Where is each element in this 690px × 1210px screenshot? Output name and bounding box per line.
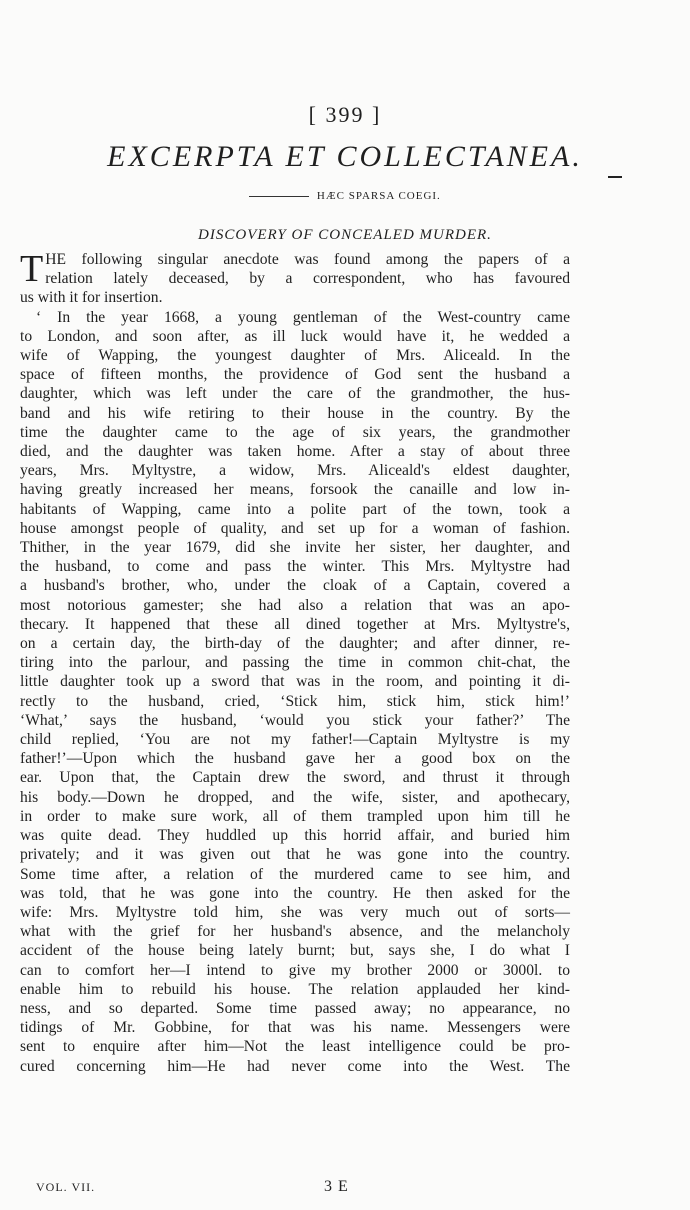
- text-line: band and his wife retiring to their house in the country. By the: [20, 404, 570, 422]
- text-line: tiring into the parlour, and passing the time in common chit-chat, the: [20, 654, 570, 672]
- section-title: DISCOVERY OF CONCEALED MURDER.: [198, 227, 492, 243]
- text-line: was quite dead. They huddled up this horrid affair, and buried him: [20, 827, 570, 845]
- text-line: in order to make sure work, all of them trampled upon him till he: [20, 807, 570, 825]
- text-line: relation lately deceased, by a correspondent, who has favoured: [45, 270, 570, 288]
- text-line: privately; and it was given out that he was gone into the country.: [20, 846, 570, 864]
- text-line: what with the grief for her husband's absence, and the melancholy: [20, 923, 570, 941]
- text-line: a husband's brother, who, under the cloak of a Captain, covered a: [20, 577, 570, 595]
- text-line: habitants of Wapping, came into a polite part of the town, took a: [20, 500, 570, 518]
- text-line: thecary. It happened that these all dined together at Mrs. Myltystre's,: [20, 615, 570, 633]
- text-line: accident of the house being lately burnt; but, says she, I do what I: [20, 942, 570, 960]
- text-line: Thither, in the year 1679, did she invite her sister, her daughter, and: [20, 539, 570, 557]
- text-line: time the daughter came to the age of six years, the grandmother: [20, 423, 570, 441]
- text-line: sent to enquire after him—Not the least intelligence could be pro-: [20, 1038, 570, 1056]
- text-line: cured concerning him—He had never come into the West. The: [20, 1057, 570, 1075]
- text-line: was told, that he was gone into the country. He then asked for the: [20, 884, 570, 902]
- text-line: on a certain day, the birth-day of the daughter; and after dinner, re-: [20, 635, 570, 653]
- epigraph-rule: [249, 196, 309, 197]
- epigraph-text: HÆC SPARSA COEGI.: [316, 190, 441, 202]
- text-line: can to comfort her—I intend to give my brother 2000 or 3000l. to: [20, 961, 570, 979]
- text-line: us with it for insertion.: [20, 289, 163, 307]
- text-line: child replied, ‘You are not my father!—Captain Myltystre is my: [20, 731, 570, 749]
- volume-label: VOL. VII.: [36, 1180, 96, 1194]
- text-line: space of fifteen months, the providence of God sent the husband a: [20, 366, 570, 384]
- text-line: Some time after, a relation of the murdered came to see him, and: [20, 865, 570, 883]
- text-line: the husband, to come and pass the winter. This Mrs. Myltystre had: [20, 558, 570, 576]
- text-line: HE following singular anecdote was found among the papers of a: [45, 251, 570, 268]
- text-line: ‘What,’ says the husband, ‘would you stick your father?’ The: [20, 711, 570, 729]
- epigraph-row: [0, 190, 690, 202]
- signature-mark: 3 E: [324, 1178, 349, 1195]
- text-line: house amongst people of quality, and set up for a woman of fashion.: [20, 519, 570, 537]
- article-body: [20, 250, 570, 1076]
- page-title: EXCERPTA ET COLLECTANEA.: [107, 140, 583, 173]
- text-line: wife: Mrs. Myltystre told him, she was very much out of sorts—: [20, 903, 570, 921]
- text-line: to London, and soon after, as ill luck would have it, he wedded a: [20, 327, 570, 345]
- ink-mark: [608, 176, 622, 178]
- text-line: rectly to the husband, cried, ‘Stick him, stick him, stick him!’: [20, 692, 570, 710]
- text-line: died, and the daughter was taken home. After a stay of about three: [20, 443, 570, 461]
- page-footer: [36, 1180, 556, 1195]
- text-line: enable him to rebuild his house. The relation applauded her kind-: [20, 980, 570, 998]
- text-line: ear. Upon that, the Captain drew the sword, and thrust it through: [20, 769, 570, 787]
- text-line: most notorious gamester; she had also a relation that was an apo-: [20, 596, 570, 614]
- text-line: ‘ In the year 1668, a young gentleman of the West-country came: [36, 308, 570, 326]
- text-line: years, Mrs. Myltystre, a widow, Mrs. Aliceald's eldest daughter,: [20, 462, 570, 480]
- text-line: tidings of Mr. Gobbine, for that was his name. Messengers were: [20, 1019, 570, 1037]
- text-line: ness, and so departed. Some time passed away; no appearance, no: [20, 999, 570, 1017]
- text-line: little daughter took up a sword that was in the room, and pointing it di-: [20, 673, 570, 691]
- text-line: father!’—Upon which the husband gave her a good box on the: [20, 750, 570, 768]
- text-line: having greatly increased her means, forsook the canaille and low in-: [20, 481, 570, 499]
- drop-cap: T: [20, 248, 44, 290]
- page-number: [ 399 ]: [308, 102, 382, 127]
- text-line: wife of Wapping, the youngest daughter of Mrs. Aliceald. In the: [20, 347, 570, 365]
- text-line: daughter, which was left under the care of the grandmother, the hus-: [20, 385, 570, 403]
- text-line: his body.—Down he dropped, and the wife, sister, and apothecary,: [20, 788, 570, 806]
